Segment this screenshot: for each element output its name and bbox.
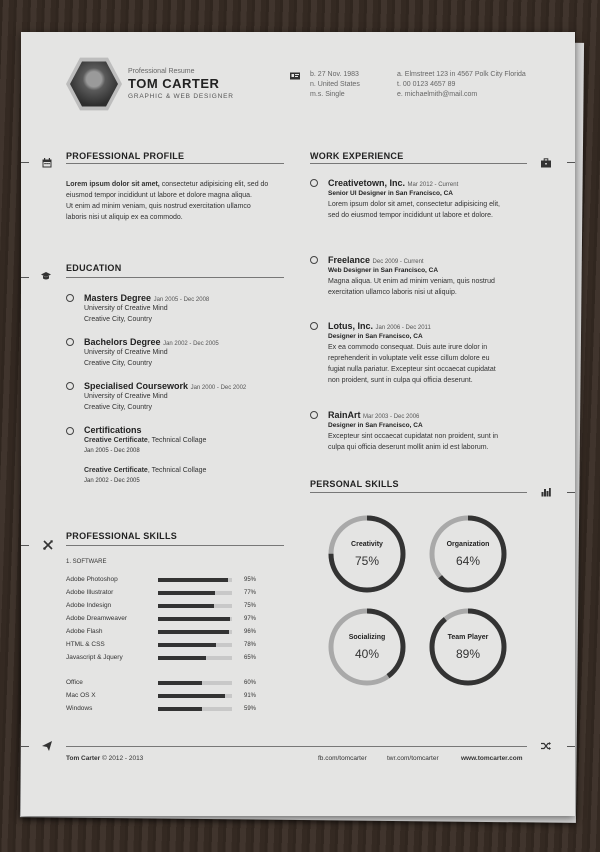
- edu-2-heading: [84, 337, 219, 347]
- software-skill-percent: 97%: [244, 616, 257, 622]
- resume-label: Professional Resume: [128, 68, 195, 75]
- software-skill-label: Adobe Photoshop: [66, 576, 118, 583]
- edu-1-heading: [84, 293, 209, 303]
- job-2-position: Web Designer in San Francisco, CA: [328, 267, 439, 274]
- timeline-bullet: [66, 427, 74, 435]
- work-section-title: WORK EXPERIENCE: [310, 151, 404, 161]
- timeline-bullet: [310, 179, 318, 187]
- software-skill-bar-fill: [158, 643, 216, 647]
- software-skill-bar-fill: [158, 591, 215, 595]
- software-skill-bar: [158, 630, 232, 634]
- job-1: [328, 178, 553, 221]
- job-1-company: Creativetown, Inc.: [328, 178, 406, 188]
- job-2-line-1: Magna aliqua. Ut enim ad minim veniam, quis nostrud: [328, 278, 495, 285]
- profile-lead: Lorem ipsum dolor sit amet,: [66, 181, 160, 188]
- job-3-heading: [328, 321, 553, 331]
- job-4-date: Mar 2003 - Dec 2006: [363, 414, 420, 420]
- margin-tick: [21, 746, 29, 747]
- job-4-line-1: Excepteur sint occaecat cupidatat non proident, sunt in: [328, 433, 499, 440]
- nationality-row: [310, 81, 360, 91]
- job-4-line-2: culpa qui officia deserunt mollit anim id est laborum.: [328, 444, 489, 451]
- timeline-bullet: [66, 338, 74, 346]
- timeline-bullet: [66, 382, 74, 390]
- birth-key: b.: [310, 71, 316, 78]
- profile-line-1-rest: consectetur adipisicing elit, sed do: [159, 181, 269, 188]
- marital-key: m.s.: [310, 91, 324, 98]
- job-3-date: Jan 2006 - Dec 2011: [375, 325, 431, 331]
- skill-ring: [428, 514, 508, 594]
- profile-line-1: [66, 179, 296, 190]
- phone-row: [397, 81, 526, 91]
- footer-name: Tom Carter: [66, 755, 101, 762]
- software-skill-label: Adobe Illustrator: [66, 589, 114, 596]
- personal-skills-divider: [310, 492, 527, 493]
- work-divider: [310, 163, 527, 164]
- job-3-line-2: reprehenderit in voluptate velit esse cillum dolore eu: [328, 355, 490, 362]
- contact-info: [397, 71, 526, 101]
- profile-divider: [66, 163, 284, 164]
- office-skill-percent: 59%: [244, 706, 257, 712]
- shuffle-icon: [541, 741, 551, 751]
- edu-2-name: Bachelors Degree: [84, 337, 161, 347]
- software-skill-bar-fill: [158, 617, 230, 621]
- email-key: e.: [397, 91, 403, 98]
- office-skill-bar: [158, 694, 232, 698]
- timeline-bullet: [310, 322, 318, 330]
- address-row: [397, 71, 526, 81]
- edu-2-school: University of Creative Mind: [84, 349, 168, 356]
- edu-item-1: [84, 293, 209, 325]
- skill-ring-percent: 64%: [455, 554, 481, 568]
- edu-2-date: Jan 2002 - Dec 2005: [163, 341, 219, 347]
- certifications-title: Certifications: [84, 425, 142, 435]
- software-skill-bar: [158, 591, 232, 595]
- nationality-key: n.: [310, 81, 316, 88]
- software-skill-bar: [158, 656, 232, 660]
- margin-tick: [21, 277, 29, 278]
- skill-ring-percent: 89%: [455, 647, 481, 661]
- margin-tick: [21, 162, 29, 163]
- office-skill-label: Mac OS X: [66, 692, 96, 699]
- office-skill-label: Office: [66, 679, 83, 686]
- skill-ring-name: Creativity: [351, 541, 383, 548]
- avatar: [70, 60, 118, 108]
- edu-2-location: Creative City, Country: [84, 360, 152, 367]
- office-skill-bar-fill: [158, 694, 225, 698]
- profile-line-3: Ut enim ad minim veniam, quis nostrud exercitation ullamco: [66, 203, 251, 210]
- edu-3-heading: [84, 381, 246, 391]
- education-section-title: EDUCATION: [66, 263, 122, 273]
- cert-2-school: , Technical Collage: [147, 467, 207, 474]
- edu-3-date: Jan 2000 - Dec 2002: [190, 385, 247, 391]
- cert-1: [84, 435, 206, 446]
- certifications: [84, 425, 206, 487]
- footer-divider: [66, 746, 527, 747]
- personal-info: [310, 71, 360, 101]
- software-skill-bar: [158, 617, 232, 621]
- id-card-icon: [290, 71, 300, 81]
- job-1-line-1: Lorem ipsum dolor sit amet, consectetur adipisicing elit,: [328, 201, 500, 208]
- briefcase-icon: [541, 158, 551, 168]
- birth-row: [310, 71, 360, 81]
- software-skill-percent: 75%: [244, 603, 257, 609]
- software-skill-percent: 65%: [244, 655, 257, 661]
- edu-item-3: [84, 381, 246, 413]
- graduation-cap-icon: [41, 271, 51, 281]
- skill-ring-percent: 40%: [354, 647, 380, 661]
- software-skill-bar: [158, 643, 232, 647]
- edu-1-school: University of Creative Mind: [84, 305, 168, 312]
- skills-divider: [66, 545, 284, 546]
- address-value: Elmstreet 123 in 4567 Polk City Florida: [404, 71, 526, 78]
- office-skill-percent: 91%: [244, 693, 257, 699]
- software-skill-percent: 77%: [244, 590, 257, 596]
- twitter-link[interactable]: twr.com/tomcarter: [387, 755, 439, 762]
- marital-value: Single: [325, 91, 345, 98]
- job-3-line-3: fugiat nulla pariatur. Excepteur sint occaecat cupidatat: [328, 366, 496, 373]
- footer-year: © 2012 - 2013: [100, 755, 144, 762]
- email-row: [397, 91, 526, 101]
- margin-tick: [567, 162, 575, 163]
- software-skill-label: Adobe Dreamweaver: [66, 615, 128, 622]
- paper-plane-icon: [42, 741, 52, 751]
- footer-copyright: [66, 755, 143, 762]
- job-1-heading: [328, 178, 553, 188]
- software-skill-bar: [158, 604, 232, 608]
- website-link[interactable]: www.tomcarter.com: [461, 755, 523, 762]
- software-skill-bar-fill: [158, 656, 206, 660]
- job-3-position: Designer in San Francisco, CA: [328, 333, 423, 340]
- cert-1-school: , Technical Collage: [147, 437, 207, 444]
- edu-3-school: University of Creative Mind: [84, 393, 168, 400]
- office-skill-bar-fill: [158, 681, 202, 685]
- profile-section-title: PROFESSIONAL PROFILE: [66, 151, 185, 161]
- edu-3-name: Specialised Coursework: [84, 381, 189, 391]
- job-3-line-4: non proident, sunt in culpa qui officia deserunt.: [328, 377, 473, 384]
- cert-2: [84, 465, 206, 476]
- skill-ring: [428, 607, 508, 687]
- personal-skills-section-title: PERSONAL SKILLS: [310, 479, 399, 489]
- calendar-icon: [42, 158, 52, 168]
- skill-ring-name: Organization: [446, 541, 490, 548]
- job-4: [328, 410, 553, 453]
- margin-tick: [21, 545, 29, 546]
- software-skill-label: Javascript & Jquery: [66, 654, 123, 661]
- software-skill-percent: 96%: [244, 629, 257, 635]
- job-3: [328, 321, 553, 386]
- office-skill-label: Windows: [66, 705, 93, 712]
- person-name: TOM CARTER: [128, 76, 220, 91]
- edu-3-location: Creative City, Country: [84, 404, 152, 411]
- software-skill-label: Adobe Indesign: [66, 602, 112, 609]
- timeline-bullet: [310, 411, 318, 419]
- software-skill-label: HTML & CSS: [66, 641, 105, 648]
- phone-value: 00 0123 4657 89: [402, 81, 456, 88]
- job-2: [328, 255, 553, 298]
- job-1-position: Senior UI Designer in San Francisco, CA: [328, 190, 453, 197]
- office-skill-bar: [158, 681, 232, 685]
- job-2-heading: [328, 255, 553, 265]
- edu-1-date: Jan 2005 - Dec 2008: [153, 297, 210, 303]
- job-4-heading: [328, 410, 553, 420]
- phone-key: t.: [397, 81, 401, 88]
- profile-text: [66, 179, 296, 223]
- bar-chart-icon: [541, 487, 551, 497]
- edu-item-2: [84, 337, 219, 369]
- job-2-line-2: exercitation ullamco laboris nisi ut aliquip.: [328, 289, 457, 296]
- job-4-position: Designer in San Francisco, CA: [328, 422, 423, 429]
- cert-1-date: Jan 2005 - Dec 2008: [84, 448, 140, 454]
- margin-tick: [567, 492, 575, 493]
- job-1-date: Mar 2012 - Current: [407, 182, 459, 188]
- cert-2-name: Creative Certificate: [84, 467, 148, 474]
- job-3-line-1: Ex ea commodo consequat. Duis aute irure dolor in: [328, 344, 488, 351]
- software-skill-bar-fill: [158, 604, 214, 608]
- skill-ring: [327, 607, 407, 687]
- timeline-bullet: [310, 256, 318, 264]
- margin-tick: [567, 746, 575, 747]
- skill-ring-percent: 75%: [354, 554, 380, 568]
- person-role: GRAPHIC & WEB DESIGNER: [128, 93, 234, 100]
- edu-1-location: Creative City, Country: [84, 316, 152, 323]
- skill-ring-name: Team Player: [447, 634, 489, 641]
- job-1-line-2: sed do eiusmod tempor incididunt ut labore et dolore.: [328, 212, 493, 219]
- profile-line-4: laboris nisi ut aliquip ex ea commodo.: [66, 214, 183, 221]
- software-skill-bar: [158, 578, 232, 582]
- profile-line-2: eiusmod tempor incididunt ut labore et dolore magna aliqua.: [66, 192, 253, 199]
- skill-ring: [327, 514, 407, 594]
- job-2-company: Freelance: [328, 255, 371, 265]
- office-skill-bar-fill: [158, 707, 202, 711]
- skills-section-title: PROFESSIONAL SKILLS: [66, 531, 178, 541]
- software-skill-bar-fill: [158, 578, 228, 582]
- cert-1-name: Creative Certificate: [84, 437, 148, 444]
- facebook-link[interactable]: fb.com/tomcarter: [318, 755, 367, 762]
- birth-value: 27 Nov. 1983: [317, 71, 359, 78]
- software-skill-bar-fill: [158, 630, 229, 634]
- marital-row: [310, 91, 360, 101]
- software-skill-percent: 95%: [244, 577, 257, 583]
- software-group-label: 1. SOFTWARE: [66, 559, 107, 565]
- edu-1-name: Masters Degree: [84, 293, 152, 303]
- email-value: michaelmith@mail.com: [404, 91, 478, 98]
- office-skill-percent: 60%: [244, 680, 257, 686]
- office-skill-bar: [158, 707, 232, 711]
- job-4-company: RainArt: [328, 410, 361, 420]
- education-divider: [66, 277, 284, 278]
- skill-ring-name: Socializing: [348, 634, 386, 641]
- software-skill-label: Adobe Flash: [66, 628, 103, 635]
- software-skill-percent: 78%: [244, 642, 257, 648]
- job-3-company: Lotus, Inc.: [328, 321, 373, 331]
- nationality-value: United States: [317, 81, 360, 88]
- timeline-bullet: [66, 294, 74, 302]
- job-2-date: Dec 2009 - Current: [372, 259, 424, 265]
- cert-2-date: Jan 2002 - Dec 2005: [84, 478, 140, 484]
- tools-icon: [43, 540, 53, 550]
- address-key: a.: [397, 71, 403, 78]
